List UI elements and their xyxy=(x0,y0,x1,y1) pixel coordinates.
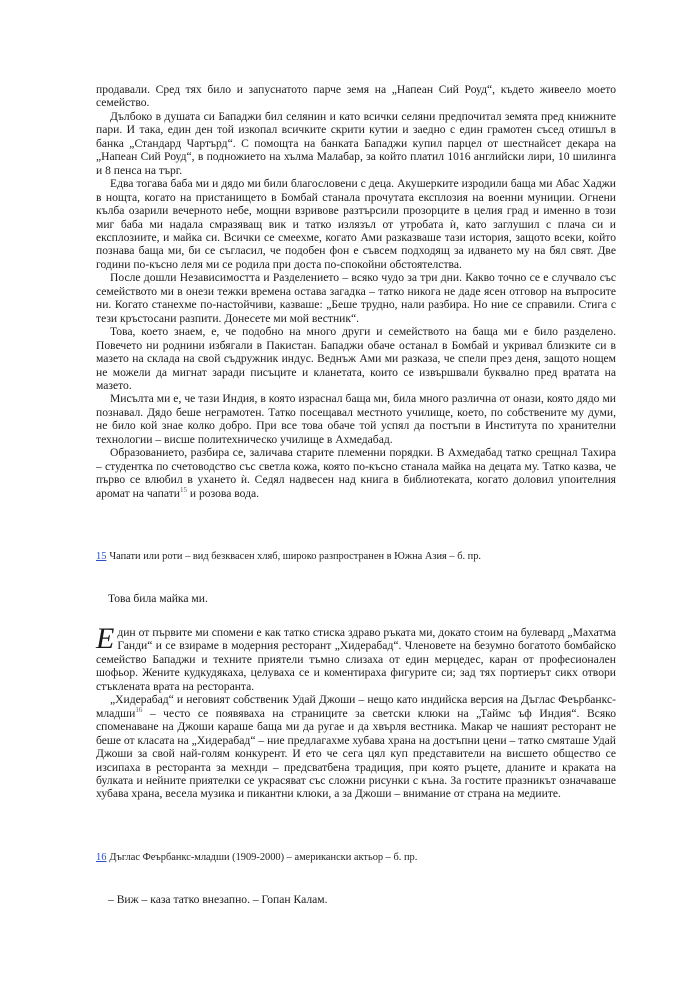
paragraph xyxy=(96,271,616,325)
footnote-marker: 16 xyxy=(135,705,143,714)
section-two xyxy=(96,622,616,801)
paragraph-text: и розова вода. xyxy=(186,486,260,500)
footnote-15 xyxy=(96,550,616,563)
paragraph xyxy=(96,83,616,110)
footnote-16 xyxy=(96,851,616,864)
footnote-text: Чапати или роти – вид безквасен хляб, широко разпространен в Южна Азия – б. пр. xyxy=(109,551,482,562)
footnote-ref-link[interactable]: 15 xyxy=(96,551,107,562)
paragraph-text: Дълбоко в душата си Бападжи бил селянин и като всички селяни предпочитал земята пред книжните пари. И така, един ден той изкопал всичките скрити кутии и заедно с един грамотен съсед отишъл в банка „Стандард Чартърд“. С помощта на банката Бападжи купил парцел от шестнайсет декара на „Напеан Сий Роуд“, в подножието на хълма Малабар, за който платил 1016 английски лири, 10 шилинга и 8 пенса на търг. xyxy=(96,109,616,177)
paragraph-text: дин от първите ми спомени е как татко стиска здраво ръката ми, докато стоим на булевард „Махатма Ганди“ и се взираме в модерния ресторант „Хидерабад“. Членовете на безумно богатото бомбайско семейство Бападжи и техните приятели тъмно слизаха от един мерцедес, каран от професионален шофьор. Жените кудкудякаха, целуваха се и коментираха фигурите си; зад тях портиерът сикх отвори стъклената врата на ресторанта. xyxy=(96,626,616,693)
mother-line: Това била майка ми. xyxy=(108,592,208,605)
footnote-marker: 15 xyxy=(179,485,187,494)
paragraph-text: Това, което знаем, е, че подобно на много други и семейството на баща ми е било разделено. Повечето ни роднини избягали в Пакистан. Бападжи обаче останал в Бомбай и укривал близките си в мазето на склада на свой съдружник индус. Веднъж Ами ми разказа, че спели през деня, защото нощем не можели да мигнат заради писъците и кланетата, които се извършвали буквално пред вратата на мазето. xyxy=(96,325,616,392)
paragraph xyxy=(96,446,616,500)
footnote-ref-link[interactable]: 16 xyxy=(96,852,107,863)
paragraph-text: Образованието, разбира се, заличава старите племенни порядки. В Ахмедабад татко срещнал Тахира – студентка по счетоводство със светла кожа, която по-късно станала майка на децата му. Татко казва, че първо се влюбил в ухането ѝ. Седял надвесен над книга в библиотеката, когато доловил упоителния аромат на чапати xyxy=(96,446,616,500)
paragraph xyxy=(96,325,616,392)
paragraph xyxy=(96,693,616,801)
paragraph xyxy=(96,110,616,177)
paragraph-text: После дошли Независимостта и Разделението – всяко чудо за три дни. Какво точно се е случвало със семейството ми в онези тежки времена остава загадка – татко никога не даде ясен отговор на въпросите ни. Когато станехме по-настойчиви, казваше: „Беше трудно, нали разбира. Но ние се справили. Стига с тези кръстосани разпити. Донесете ми мой вестник“. xyxy=(96,271,616,325)
paragraph-text: Мисълта ми е, че тази Индия, в която израснал баща ми, била много различна от онази, която дядо ми познавал. Дядо беше неграмотен. Татко посещавал местното училище, което, по собствените му думи, не било кой знае колко добро. При все това обаче той успял да постъпи в Института по хранителни технологии – висше политехническо училище в Ахмедабад. xyxy=(96,392,616,446)
section-one-paragraphs xyxy=(96,83,616,500)
paragraph xyxy=(96,392,616,446)
final-dialogue-line: – Виж – каза татко внезапно. – Гопан Калам. xyxy=(108,893,328,906)
paragraph-text: продавали. Сред тях било и запуснатото парче земя на „Напеан Сий Роуд“, където живеело моето семейство. xyxy=(96,83,616,110)
paragraph-text: „Хидерабад“ и неговият собственик Удай Джоши – нещо като индийска версия на Дъглас Феърбанкс-младши xyxy=(96,693,616,720)
paragraph xyxy=(96,177,616,271)
paragraph-text: Едва тогава баба ми и дядо ми били благословени с деца. Акушерките изродили баща ми Абас Хаджи в нощта, когато на пристанището в Бомбай станала прочутата експлозия на военни муниции. Огнени кълба озарили вечерното небе, мощни взривове разтърсили прозорците в целия град и именно в този миг баба ми надала смразяващ вик и татко излязъл от утробата ѝ, като заглушил с плача си и експлозиите, и майка си. Всички се смеехме, когато Ами разказваше тази история, защото всеки, който познава баща ми, би се съгласил, че подобен фон е съвсем подходящ за идването му на бял свят. Две години по-късно леля ми се родила при доста по-спокойни обстоятелства. xyxy=(96,177,616,271)
paragraph xyxy=(96,622,616,693)
paragraph-text: – често се появяваха на страниците за светски клюки на „Таймс ъф Индия“. Всяко споменаване на Джоши караше баща ми да ругае и да хвърля вестника. Макар че нашият ресторант не беше от класата на „Хидерабад“ – ние предлагахме хубава храна на достъпни цени – татко смяташе Удай Джоши за свой най-голям конкурент. И ето че сега цял куп представители на висшето общество се изсипаха в ресторанта за мехнди – предсватбена традиция, при която ръцете, дланите и краката на булката и нейните приятелки се украсяват със сложни рисунки с къна. За гостите празникът означаваше хубава храна, весела музика и пикантни клюки, а за Джоши – внимание от страна на медиите. xyxy=(96,706,616,801)
drop-cap: Е xyxy=(96,622,115,655)
footnote-text: Дъглас Феърбанкс-младши (1909-2000) – американски актьор – б. пр. xyxy=(109,852,418,863)
